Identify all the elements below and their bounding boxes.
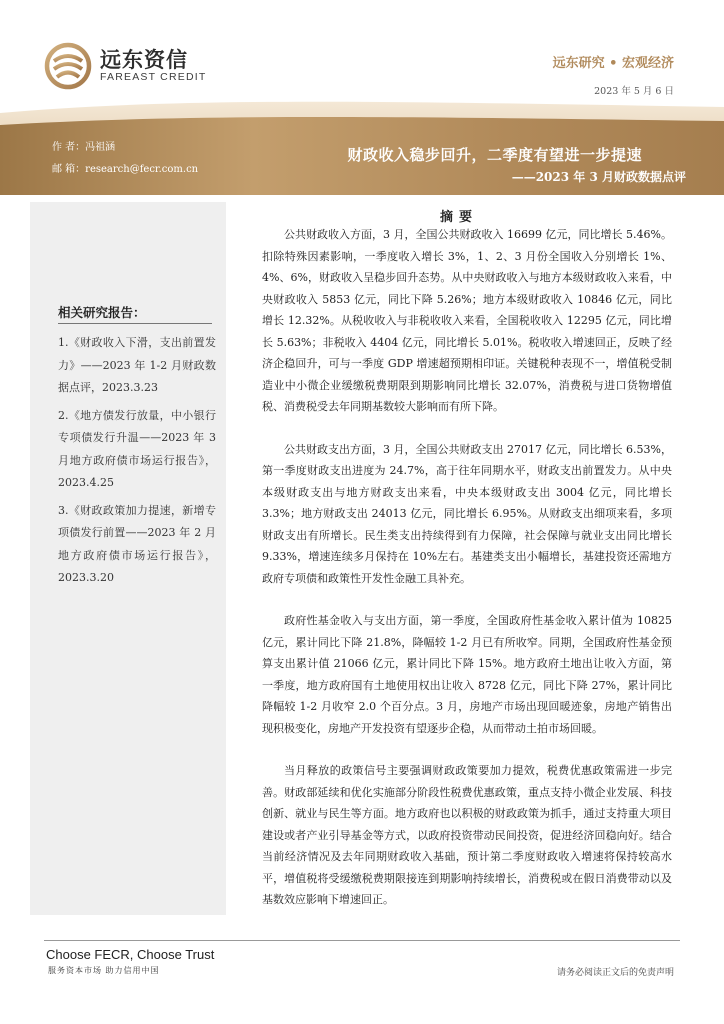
footer-disclaimer: 请务必阅读正文后的免责声明: [556, 968, 674, 978]
related-reports-divider: [58, 323, 212, 324]
summary-paragraph-fund: 政府性基金收入与支出方面，第一季度，全国政府性基金收入累计值为 10825 亿元，累计同比下降 21.8%，降幅较 1-2 月已有所收窄。同期，全国政府性基金预算支出累计值 21066 亿元，累计同比下降 15%。地方政府土地出让收入方面，第一季度，地方政府国有土地使用权出让收入 8728 亿元，同比下降 27%，累计同比降幅较 1-2 月收窄 2.0 个百分点。3 月，房地产市场出现回暖迹象，房地产销售出现积极变化，房地产开发投资有望逐步企稳，从而带动土拍市场回暖。: [262, 614, 672, 735]
related-report-item: 1.《财政收入下滑，支出前置发力》——2023 年 1-2 月财政数据点评，2023.3.23: [58, 336, 216, 394]
related-report-item: 2.《地方债发行放量，中小银行专项债发行升温——2023 年 3 月地方政府债市场运行报告》，2023.4.25: [58, 408, 216, 489]
related-reports-list: [58, 332, 216, 595]
brand-name-cn: 远东资信: [100, 48, 188, 72]
footer-divider: [44, 940, 680, 941]
report-date: 2023 年 5 月 6 日: [594, 86, 674, 97]
email-line: 邮 箱：research@fecr.com.cn: [52, 164, 199, 175]
related-reports-heading: 相关研究报告：: [58, 305, 146, 320]
report-series: 远东研究 • 宏观经济: [552, 56, 674, 71]
summary-paragraph-revenue: 公共财政收入方面，3 月，全国公共财政收入 16699 亿元，同比增长 5.46%。扣除特殊因素影响，一季度收入增长 3%，1、2、3 月份全国收入分别增长 1%、4%、6%，财政收入呈稳步回升态势。从中央财政收入与地方本级财政收入来看，中央财政收入 5853 亿元，同比下降 5.26%；地方本级财政收入 10846 亿元，同比增长 12.32%。从税收收入与非税收收入来看，全国税收收入 12295 亿元，同比增长 5.63%；非税收入 4404 亿元，同比增长 5.01%。税收收入增速回正，反映了经济企稳回升，可与一季度 GDP 增速超预期相印证。关键税种表现不一，增值税受制造业中小微企业缓缴税费期限到期影响同比增长 32.07%，消费税与进口货物增值税、消费税受去年同期基数较大影响而有所下降。: [262, 228, 672, 413]
report-title: 财政收入稳步回升，二季度有望进一步提速: [347, 146, 642, 164]
brand-name-en: FAREAST CREDIT: [100, 71, 207, 83]
related-report-item: 3.《财政政策加力提速，新增专项债发行前置——2023 年 2 月地方政府债市场运行报告》，2023.3.20: [58, 503, 216, 584]
author-line: 作 者：冯祖涵: [52, 142, 116, 153]
fareast-credit-logo-icon: [44, 42, 92, 90]
footer-slogan-cn: 服务资本市场 助力信用中国: [48, 966, 160, 975]
report-subtitle: ——2023 年 3 月财政数据点评: [511, 170, 686, 184]
footer-slogan-en: Choose FECR, Choose Trust: [46, 947, 215, 962]
summary-body: [262, 224, 672, 932]
summary-paragraph-policy: 当月释放的政策信号主要强调财政政策要加力提效，税费优惠政策需进一步完善。财政部延续和优化实施部分阶段性税费优惠政策，重点支持小微企业发展、科技创新、就业与民生等方面。地方政府也以积极的财政政策为抓手，通过支持重大项目建设或者产业引导基金等方式，以政府投资带动民间投资，促进经济回稳向好。结合当前经济情况及去年同期财政收入基础，预计第二季度财政收入增速将保持较高水平，增值税将受缓缴税费期限接连到期影响持续增长，消费税或在假日消费带动以及基数效应影响下增速回正。: [262, 764, 672, 906]
summary-heading: 摘要: [440, 210, 479, 225]
summary-paragraph-expenditure: 公共财政支出方面，3 月，全国公共财政支出 27017 亿元，同比增长 6.53%，第一季度财政支出进度为 24.7%，高于往年同期水平，财政支出前置发力。从中央本级财政支出与地方财政支出来看，中央本级财政支出 3004 亿元，同比增长 3.3%；地方财政支出 24013 亿元，同比增长 6.95%。从财政支出细项来看，多项财政支出有所增长。民生类支出持续得到有力保障，社会保障与就业支出同比增长 9.33%，增速连续多月保持在 10%左右。基建类支出小幅增长，基建投资还需地方政府专项债和政策性开发性金融工具补充。: [262, 442, 672, 585]
